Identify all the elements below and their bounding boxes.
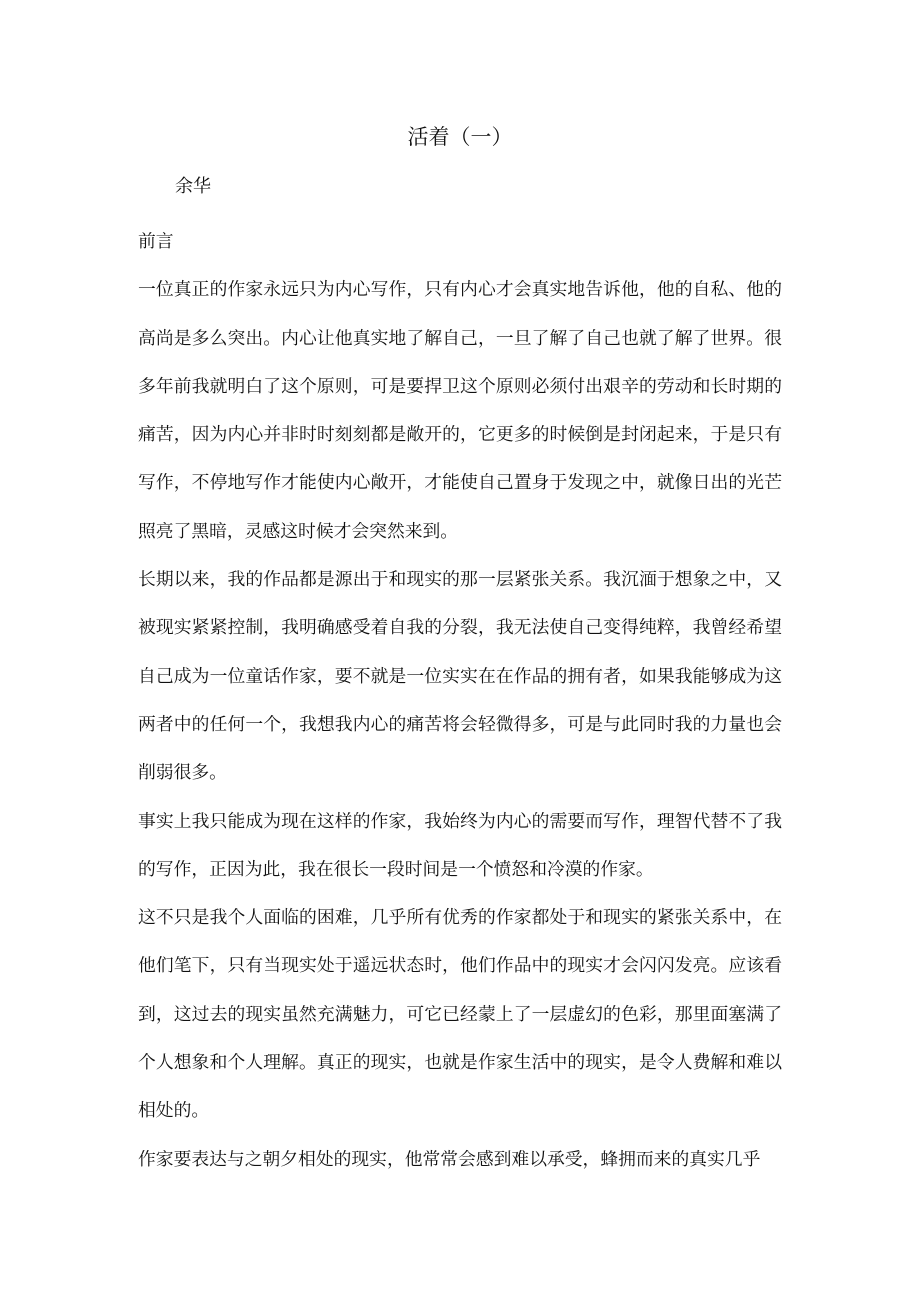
paragraph-5: 作家要表达与之朝夕相处的现实，他常常会感到难以承受，蜂拥而来的真实几乎 bbox=[138, 1148, 761, 1170]
document-title: 活着（一） bbox=[407, 125, 513, 149]
document-body bbox=[138, 218, 782, 1184]
paragraph-1: 一位真正的作家永远只为内心写作，只有内心才会真实地告诉他，他的自私、他的高尚是多么突出。内心让他真实地了解自己，一旦了解了自己也就了解了世界。很多年前我就明白了这个原则，可是要捍卫这个原则必须付出艰辛的劳动和长时期的痛苦，因为内心并非时时刻刻都是敞开的，它更多的时候倒是封闭起来，于是只有写作，不停地写作才能使内心敞开，才能使自己置身于发现之中，就像日出的光芒照亮了黑暗，灵感这时候才会突然来到。 bbox=[138, 279, 782, 542]
paragraph-2: 长期以来，我的作品都是源出于和现实的那一层紧张关系。我沉湎于想象之中，又被现实紧紧控制，我明确感受着自我的分裂，我无法使自己变得纯粹，我曾经希望自己成为一位童话作家，要不就是一位实实在在作品的拥有者，如果我能够成为这两者中的任何一个，我想我内心的痛苦将会轻微得多，可是与此同时我的力量也会削弱很多。 bbox=[138, 569, 782, 784]
author-name: 余华 bbox=[175, 176, 211, 197]
section-heading: 前言 bbox=[138, 231, 174, 252]
paragraph-3: 事实上我只能成为现在这样的作家，我始终为内心的需要而写作，理智代替不了我的写作，正因为此，我在很长一段时间是一个愤怒和冷漠的作家。 bbox=[138, 810, 782, 880]
paragraph-4: 这不只是我个人面临的困难，几乎所有优秀的作家都处于和现实的紧张关系中，在他们笔下，只有当现实处于遥远状态时，他们作品中的现实才会闪闪发亮。应该看到，这过去的现实虽然充满魅力，可它已经蒙上了一层虚幻的色彩，那里面塞满了个人想象和个人理解。真正的现实，也就是作家生活中的现实，是令人费解和难以相处的。 bbox=[138, 907, 782, 1122]
